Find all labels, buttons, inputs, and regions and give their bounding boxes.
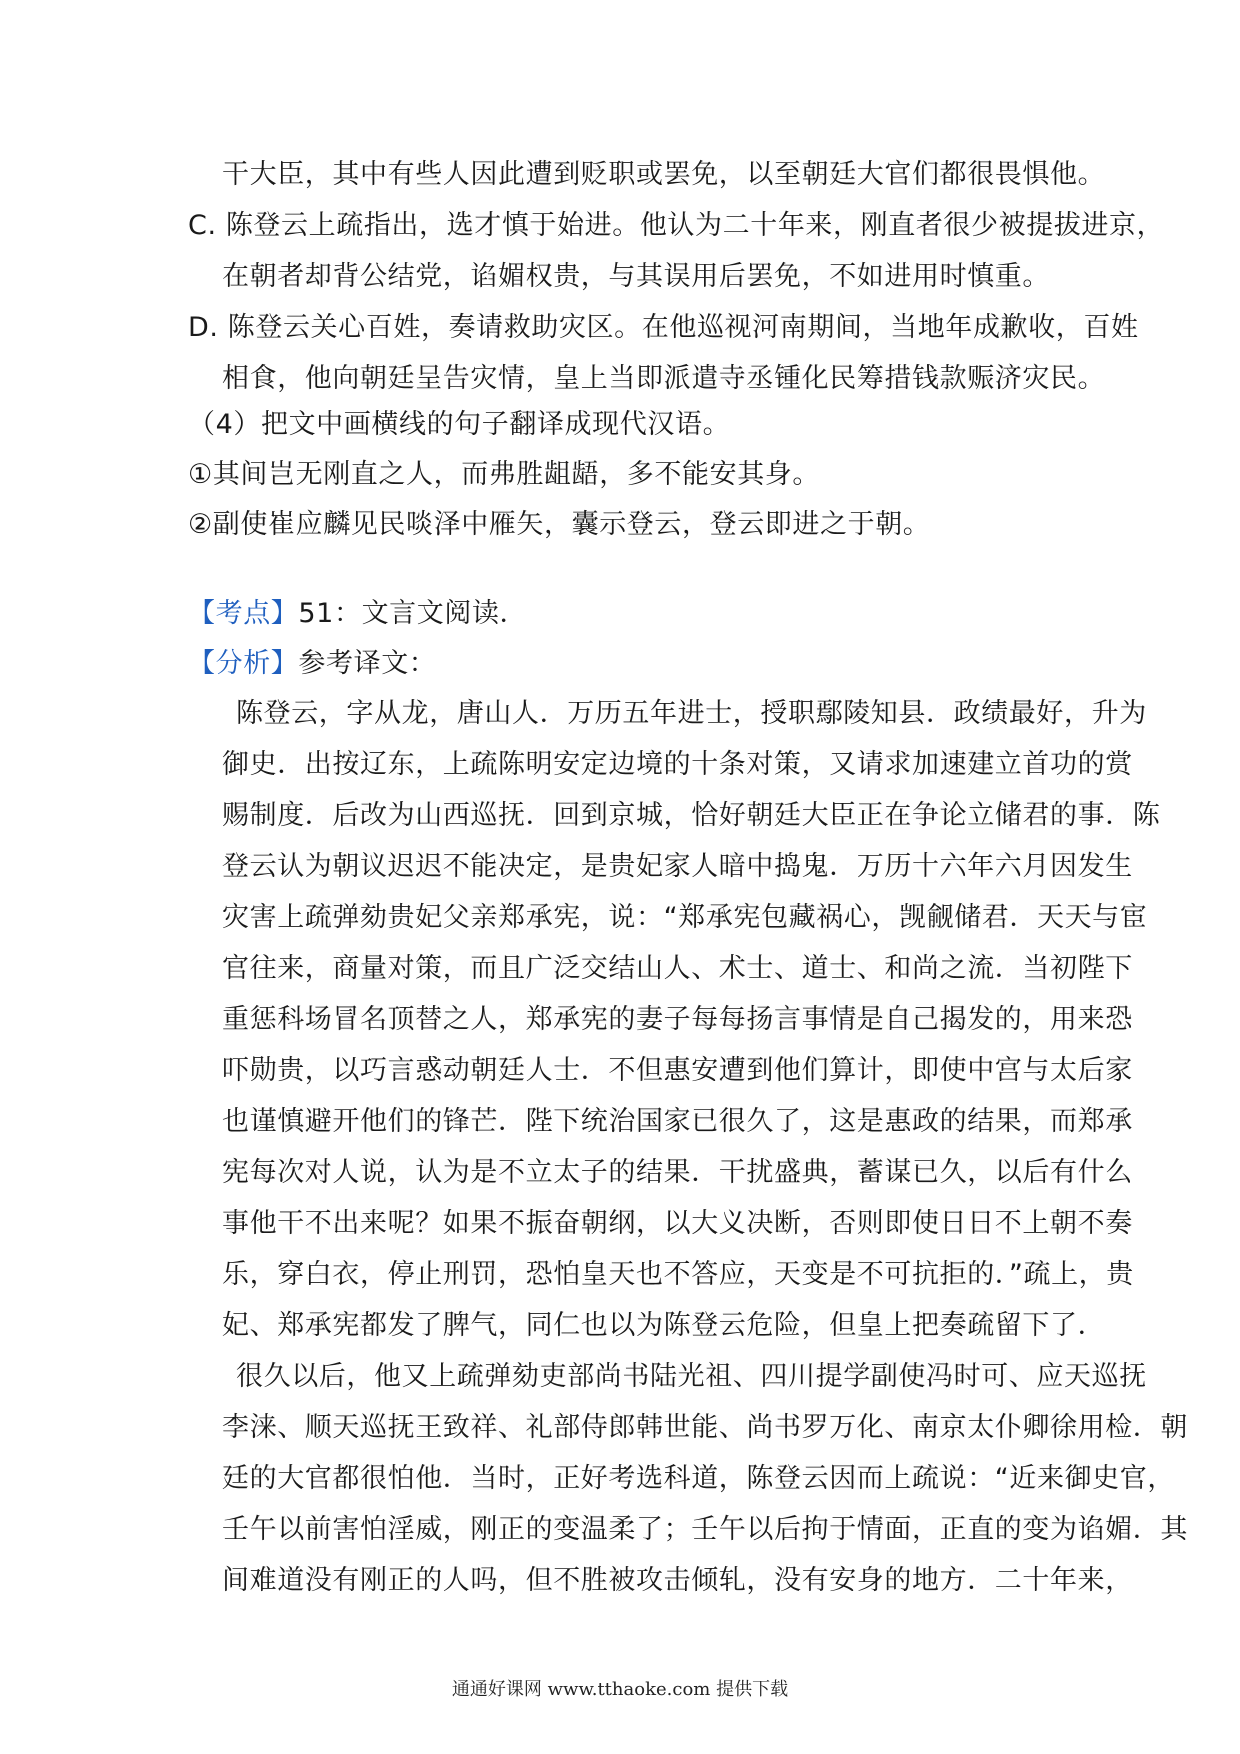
option-c-line-2: 在朝者却背公结党，谄媚权贵，与其误用后罢免，不如进用时慎重。	[222, 261, 1050, 292]
translation-p1-line-6: 官往来，商量对策，而且广泛交结山人、术士、道士、和尚之流．当初陛下	[222, 953, 1133, 984]
kaodian-tag: 【考点】	[188, 598, 299, 629]
translation-p1-line-9: 也谨慎避开他们的锋芒．陛下统治国家已很久了，这是惠政的结果，而郑承	[222, 1106, 1133, 1137]
page-footer: 通通好课网 www.tthaoke.com 提供下载	[451, 1679, 789, 1700]
line-b-continued: 干大臣，其中有些人因此遭到贬职或罢免，以至朝廷大官们都很畏惧他。	[222, 159, 1106, 190]
translation-p1-line-4: 登云认为朝议迟迟不能决定，是贵妃家人暗中捣鬼．万历十六年六月因发生	[222, 851, 1133, 882]
option-d-line-1: D. 陈登云关心百姓，奏请救助灾区。在他巡视河南期间，当地年成歉收，百姓	[188, 312, 1139, 343]
translation-p1-line-11: 事他干不出来呢？如果不振奋朝纲，以大义决断，否则即使日日不上朝不奏	[222, 1208, 1133, 1239]
kaodian-line	[188, 597, 527, 631]
translation-p1-line-13: 妃、郑承宪都发了脾气，同仁也以为陈登云危险，但皇上把奏疏留下了．	[222, 1310, 1106, 1341]
sentence-2: ②副使崔应麟见民啖泽中雁矢，囊示登云，登云即进之于朝。	[188, 509, 931, 540]
translation-p2-line-2: 李涞、顺天巡抚王致祥、礼部侍郎韩世能、尚书罗万化、南京太仆卿徐用检．朝	[222, 1412, 1188, 1443]
fenxi-line	[188, 647, 436, 681]
sentence-1: ①其间岂无刚直之人，而弗胜龃龉，多不能安其身。	[188, 459, 821, 490]
fenxi-text: 参考译文：	[298, 648, 437, 679]
option-c-line-1: C. 陈登云上疏指出，选才慎于始进。他认为二十年来，刚直者很少被提拔进京，	[188, 210, 1165, 241]
translation-p2-line-5: 间难道没有刚正的人吗，但不胜被攻击倾轧，没有安身的地方．二十年来，	[222, 1565, 1133, 1596]
translation-p1-line-5: 灾害上疏弹劾贵妃父亲郑承宪，说：“郑承宪包藏祸心，觊觎储君．天天与宦	[222, 902, 1148, 933]
translation-p1-line-7: 重惩科场冒名顶替之人，郑承宪的妻子每每扬言事情是自己揭发的，用来恐	[222, 1004, 1133, 1035]
translation-p1-line-10: 宪每次对人说，认为是不立太子的结果．干扰盛典，蓄谋已久，以后有什么	[222, 1157, 1133, 1188]
kaodian-text: 51：文言文阅读．	[298, 598, 528, 629]
translation-p2-line-4: 壬午以前害怕淫威，刚正的变温柔了；壬午以后拘于情面，正直的变为谄媚．其	[222, 1514, 1188, 1545]
translation-p1-line-3: 赐制度．后改为山西巡抚．回到京城，恰好朝廷大臣正在争论立储君的事．陈	[222, 800, 1161, 831]
option-d-line-2: 相食，他向朝廷呈告灾情，皇上当即派遣寺丞锺化民筹措钱款赈济灾民。	[222, 363, 1106, 394]
translation-p1-line-8: 吓勋贵，以巧言惑动朝廷人士．不但惠安遭到他们算计，即使中宫与太后家	[222, 1055, 1133, 1086]
translation-p1-line-12: 乐，穿白衣，停止刑罚，恐怕皇天也不答应，天变是不可抗拒的．”疏上，贵	[222, 1259, 1134, 1290]
translation-p2-line-1: 很久以后，他又上疏弹劾吏部尚书陆光祖、四川提学副使冯时可、应天巡抚	[236, 1361, 1147, 1392]
translation-p2-line-3: 廷的大官都很怕他．当时，正好考选科道，陈登云因而上疏说：“近来御史官，	[222, 1463, 1175, 1494]
question-4: （4）把文中画横线的句子翻译成现代汉语。	[188, 409, 731, 440]
translation-p1-line-2: 御史．出按辽东，上疏陈明安定边境的十条对策，又请求加速建立首功的赏	[222, 749, 1133, 780]
fenxi-tag: 【分析】	[188, 648, 299, 679]
translation-p1-line-1: 陈登云，字从龙，唐山人．万历五年进士，授职鄢陵知县．政绩最好，升为	[236, 698, 1147, 729]
